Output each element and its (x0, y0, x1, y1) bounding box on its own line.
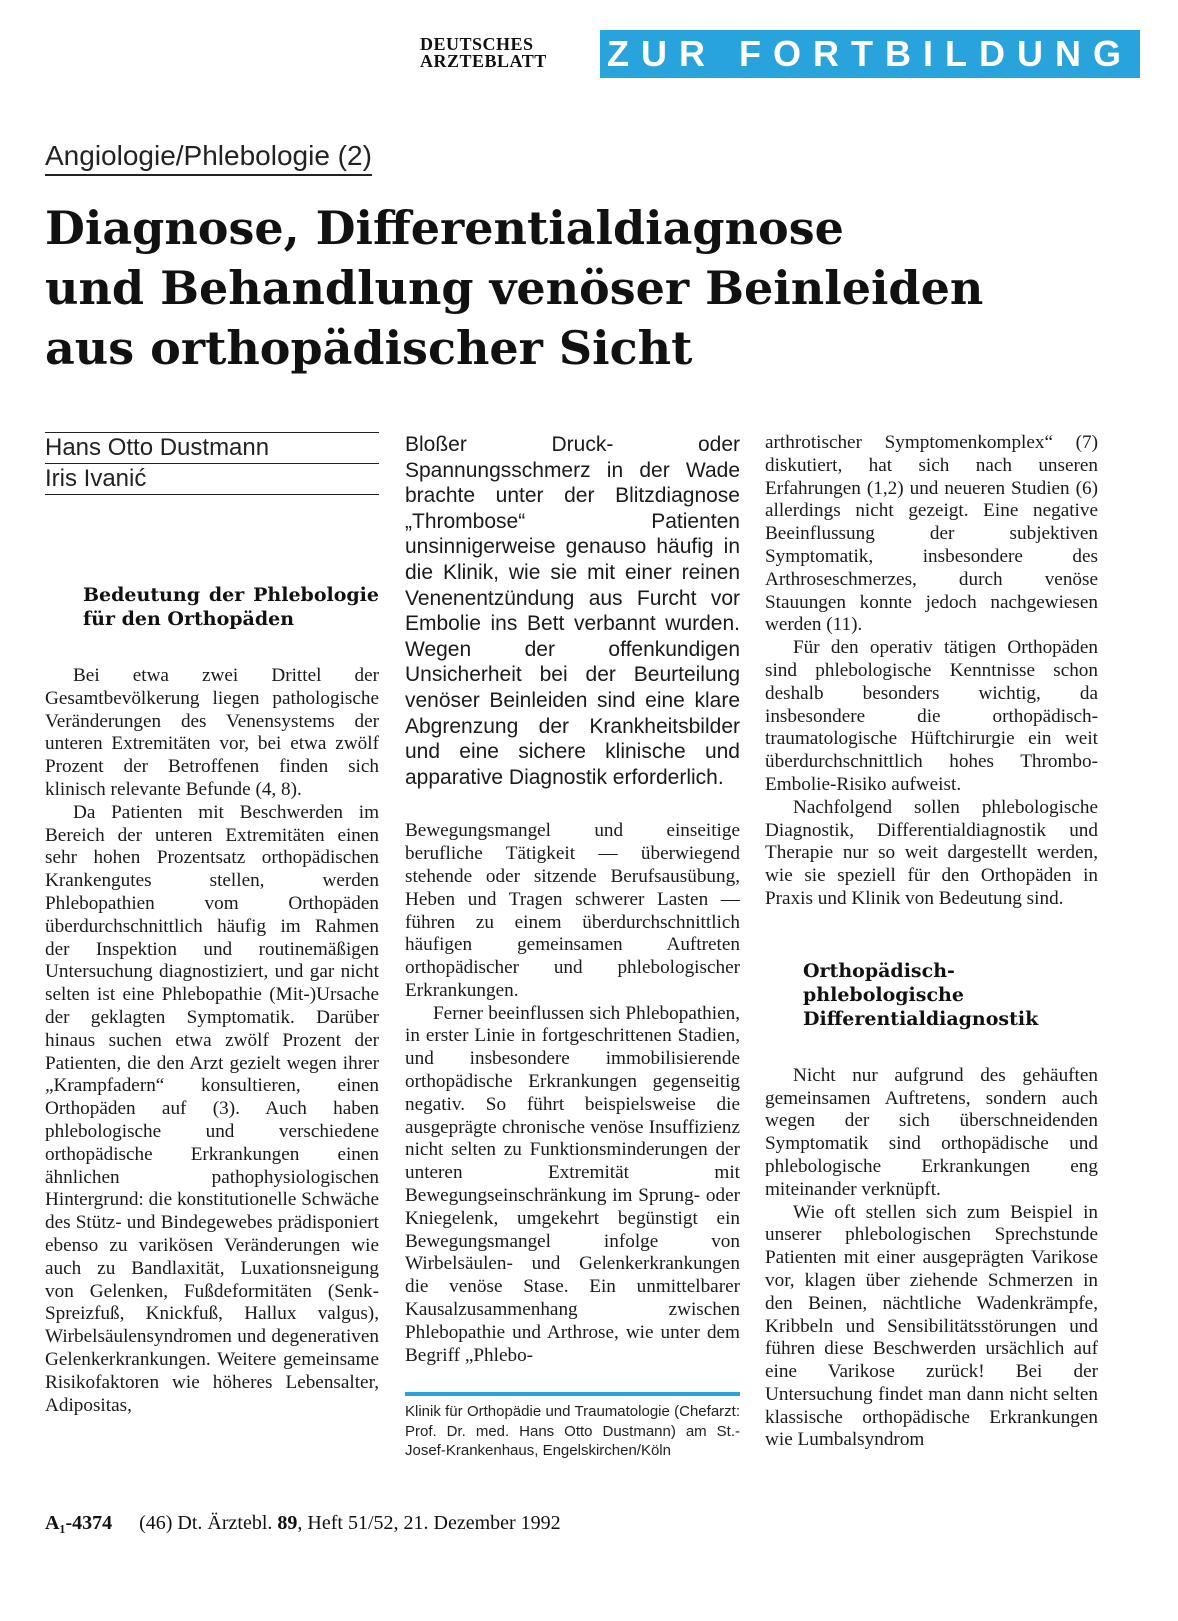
citation-suffix: , Heft 51/52, 21. Dezember 1992 (297, 1512, 561, 1534)
paragraph: Für den operativ tätigen Orthopäden sind phlebologische Kenntnisse schon deshalb besonders wichtig, da insbesondere die orthopädisch-traumatologische Hüftchirurgie ein weit überdurchschnittlich hohes Thrombo-Embolie-Risiko aufweist. (765, 637, 1098, 795)
page-number: A₁-4374 (45, 1512, 113, 1534)
author-name: Iris Ivanić (45, 463, 379, 495)
paragraph: Bei etwa zwei Drittel der Gesamtbevölkerung liegen pathologische Veränderungen des Venensystems der unteren Extremitäten vor, bei etwa zwölf Prozent der Betroffenen finden sich klinisch relevante Befunde (4, 8). (45, 665, 379, 800)
column-1 (45, 432, 379, 1417)
section-banner: ZUR FORTBILDUNG (600, 30, 1140, 78)
paragraph: Da Patienten mit Beschwerden im Bereich der unteren Extremitäten einen sehr hohen Prozentsatz orthopädischen Krankengutes stellen, werden Phlebopathien vom Orthopäden überdurchschnittlich häufig im Rahmen der Inspektion und routinemäßigen Untersuchung diagnostiziert, und gar nicht selten ist eine Phlebopathie (Mit-)Ursache der geklagten Symptomatik. Darüber hinaus suchen etwa zwölf Prozent der Patienten, die den Arzt gezielt wegen ihrer „Krampfadern“ konsultieren, einen Orthopäden auf (3). Auch haben phlebologische und verschiedene orthopädische Erkrankungen einen ähnlichen pathophysiologischen Hintergrund: die konstitutionelle Schwäche des Stütz- und Bindegewebes prädisponiert ebenso zu varikösen Veränderungen wie auch zu Bandlaxität, Luxationsneigung von Gelenken, Fußdeformitäten (Senk-Spreizfuß, Knickfuß, Hallux valgus), Wirbelsäulensyndromen und degenerativen Gelenkerkrankungen. Weitere gemeinsame Risikofaktoren wie höheres Lebensalter, Adipositas, (45, 801, 379, 1416)
citation-volume: 89 (277, 1512, 298, 1534)
paragraph: Nicht nur aufgrund des gehäuften gemeinsamen Auftretens, sondern auch wegen der sich überschneidenden Symptomatik sind orthopädische und phlebologische Erkrankungen eng miteinander verknüpft. (765, 1064, 1098, 1200)
column-3 (765, 432, 1098, 1452)
paragraph: Ferner beeinflussen sich Phlebopathien, in erster Linie in fortgeschrittenen Stadien, und insbesondere immobilisierende orthopädische Erkrankungen gegenseitig negativ. So führt beispielsweise die ausgeprägte chronische venöse Insuffizienz nicht selten zu Funktionsminderungen der unteren Extremität mit Bewegungseinschränkung im Sprung- oder Kniegelenk, umgekehrt begünstigt ein Bewegungsmangel infolge von Wirbelsäulen- und Gelenkerkrankungen die venöse Stase. Ein unmittelbarer Kausalzusammenhang zwischen Phlebopathie und Arthrose, wie unter dem Begriff „Phlebo- (405, 1002, 740, 1366)
paragraph: Nachfolgend sollen phlebologische Diagnostik, Differentialdiagnostik und Therapie nur so weit dargestellt werden, wie sie speziell für den Orthopäden in Praxis und Klinik von Bedeutung sind. (765, 796, 1098, 909)
author-list (45, 432, 379, 495)
journal-logo-line2: ARZTEBLATT (420, 51, 547, 71)
series-label: Angiologie/Phlebologie (2) (45, 140, 372, 176)
author-name: Hans Otto Dustmann (45, 432, 379, 463)
citation-prefix: (46) Dt. Ärztebl. (139, 1512, 273, 1534)
column-2 (405, 432, 740, 1367)
intro-text (405, 432, 740, 790)
title-line-1: Diagnose, Differentialdiagnose (45, 201, 844, 255)
page-footer (45, 1512, 561, 1535)
section-heading: Bedeutung der Phlebologie für den Orthopäden (83, 584, 379, 630)
article-title (45, 198, 1145, 378)
journal-logo-line1: DEUTSCHES (420, 34, 534, 54)
title-line-3: aus orthopädischer Sicht (45, 321, 693, 375)
author-affiliation: Klinik für Orthopädie und Traumatologie (Chefarzt: Prof. Dr. med. Hans Otto Dustmann) am St.-Josef-Krankenhaus, Engelskirchen/Köln (405, 1392, 740, 1461)
paragraph: Wie oft stellen sich zum Beispiel in unserer phlebologischen Sprechstunde Patienten mit einer ausgeprägten Varikose vor, klagen über ziehende Schmerzen in den Beinen, nächtliche Wadenkrämpfe, Kribbeln und Sensibilitätsstörungen und führen diese Beschwerden ursächlich auf eine Varikose zurück! Bei der Untersuchung findet man dann nicht selten klassische orthopädische Erkrankungen wie Lumbalsyndrom (765, 1201, 1098, 1451)
journal-logo (420, 36, 590, 70)
section-heading: Orthopädisch-phlebologische Differentialdiagnostik (803, 959, 1039, 1030)
paragraph: Bewegungsmangel und einseitige berufliche Tätigkeit — überwiegend stehende oder sitzende Berufsausübung, Heben und Tragen schwerer Lasten — führen zu einem überdurchschnittlich häufigen gemeinsamen Auftreten orthopädischer und phlebologischer Erkrankungen. (405, 820, 740, 1001)
title-line-2: und Behandlung venöser Beinleiden (45, 261, 984, 315)
masthead (420, 30, 1140, 80)
paragraph: arthrotischer Symptomenkomplex“ (7) diskutiert, hat sich nach unseren Erfahrungen (1,2) und neueren Studien (6) allerdings nicht gezeigt. Eine negative Beeinflussung der subjektiven Symptomatik, insbesondere des Arthroseschmerzes, durch venöse Stauungen konnte jedoch nachgewiesen werden (11). (765, 432, 1098, 636)
intro-paragraph: Bloßer Druck- oder Spannungsschmerz in der Wade brachte unter der Blitzdiagnose „Thrombose“ Patienten unsinnigerweise genauso häufig in die Klinik, wie sie mit einer reinen Venenentzündung aus Furcht vor Embolie ins Bett verbannt wurden. Wegen der offenkundigen Unsicherheit bei der Beurteilung venöser Beinleiden sind eine klare Abgrenzung der Krankheitsbilder und eine sichere klinische und apparative Diagnostik erforderlich. (405, 433, 740, 789)
